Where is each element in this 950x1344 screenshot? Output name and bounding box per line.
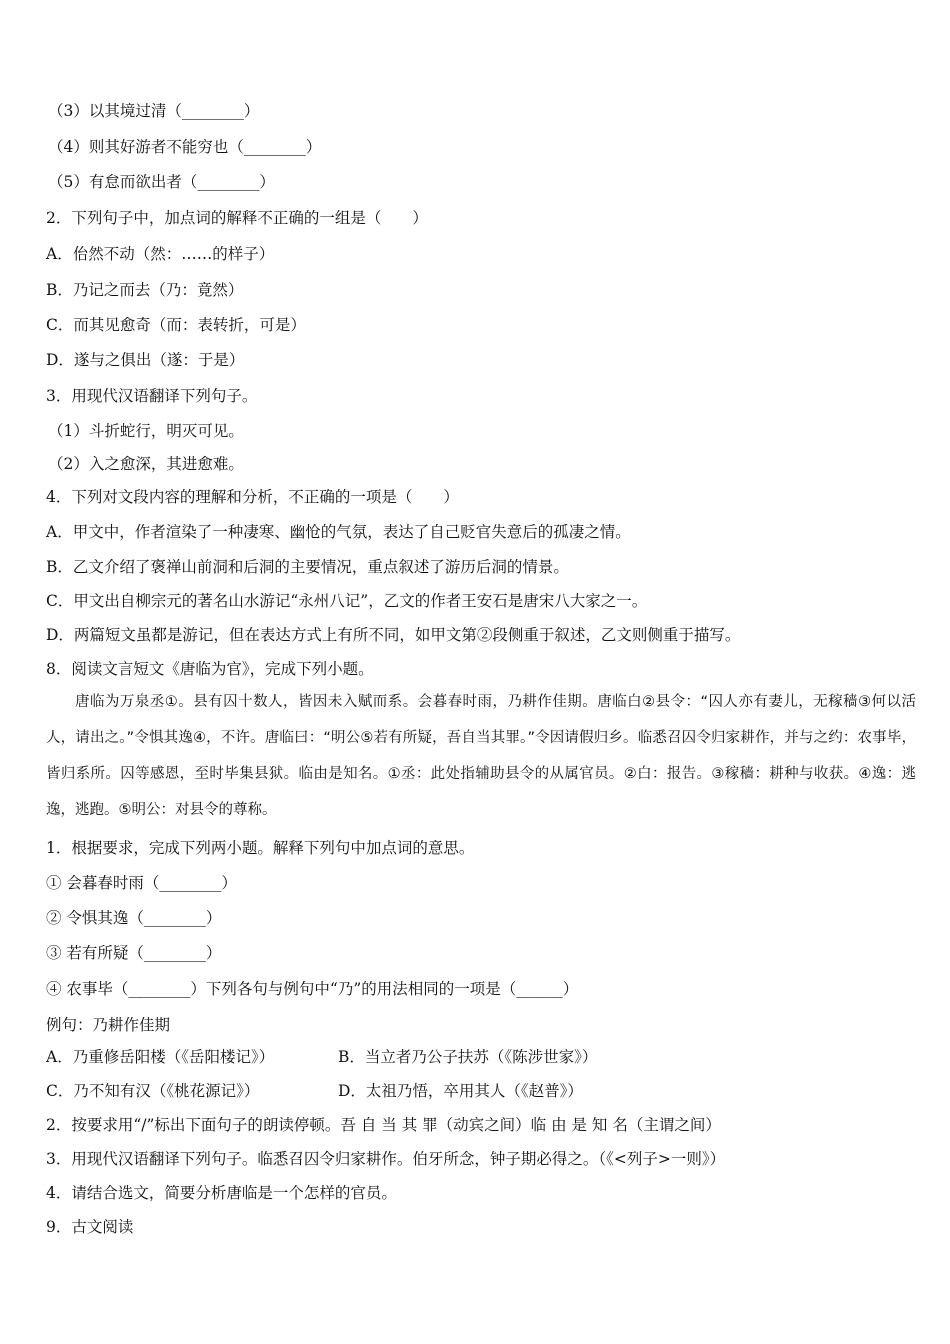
- blank-2: ② 令惧其逸（________）: [46, 909, 222, 927]
- q4-option-b: B．乙文介绍了褒禅山前洞和后洞的主要情况，重点叙述了游历后洞的情景。: [46, 558, 569, 576]
- classical-passage: 唐临为万泉丞①。县有囚十数人，皆因未入赋而系。会暮春时雨，乃耕作佳期。唐临白②县令：“囚人亦有妻儿，无稼穑③何以活人，请出之。”令惧其逸④，不许。唐临曰：“明公⑤若有所疑，吾自当其罪。”令因请假归乡。临悉召囚令归家耕作，并与之约：农事毕，皆归系所。囚等感恩，至时毕集县狱。临由是知名。①丞：此处指辅助县令的从属官员。②白：报告。③稼穑：耕种与收获。④逸：逃逸，逃跑。⑤明公：对县令的尊称。: [46, 694, 916, 818]
- question-4: 4．下列对文段内容的理解和分析，不正确的一项是（ ）: [46, 488, 459, 506]
- option-a: A．佁然不动（然：……的样子）: [46, 245, 275, 263]
- option-b: B．乃记之而去（乃：竟然）: [46, 281, 244, 299]
- q4-option-c: C．甲文出自柳宗元的著名山水游记“永州八记”，乙文的作者王安石是唐宋八大家之一。: [46, 592, 648, 610]
- nai-option-row-1: [46, 1047, 598, 1067]
- nai-option-c: C．乃不知有汉（《桃花源记》）: [46, 1082, 260, 1100]
- q4-option-d: D．两篇短文虽都是游记，但在表达方式上有所不同，如甲文第②段侧重于叙述，乙文则侧重于描写。: [46, 626, 741, 644]
- option-c: C．而其见愈奇（而：表转折，可是）: [46, 316, 306, 334]
- option-d: D．遂与之俱出（遂：于是）: [46, 351, 245, 369]
- blank-3: ③ 若有所疑（________）: [46, 944, 222, 962]
- nai-option-a: A．乃重修岳阳楼（《岳阳楼记》）: [46, 1048, 275, 1066]
- sub-question-4: 4．请结合选文，简要分析唐临是一个怎样的官员。: [46, 1184, 397, 1202]
- q-sub-4: （4）则其好游者不能穷也（________）: [48, 138, 322, 156]
- nai-option-row-2: [46, 1081, 583, 1101]
- question-3: 3．用现代汉语翻译下列句子。: [46, 387, 258, 405]
- q-sub-5: （5）有怠而欲出者（________）: [48, 173, 275, 191]
- q-sub-3: （3）以其境过清（________）: [48, 102, 260, 120]
- question-8: 8．阅读文言短文《唐临为官》，完成下列小题。: [46, 660, 374, 678]
- blank-1: ① 会暮春时雨（________）: [46, 874, 237, 892]
- example-sentence: 例句：乃耕作佳期: [46, 1016, 171, 1034]
- nai-option-d: D．太祖乃悟，卒用其人（《赵普》）: [338, 1082, 583, 1100]
- question-9: 9．古文阅读: [46, 1218, 134, 1236]
- sub-question-2: 2．按要求用“/”标出下面句子的朗读停顿。吾 自 当 其 罪（动宾之间）临 由 是 知 名（主谓之间）: [46, 1116, 721, 1134]
- sub-question-3: 3．用现代汉语翻译下列句子。临悉召囚令归家耕作。伯牙所念，钟子期必得之。（《<列子>一则》）: [46, 1150, 726, 1168]
- sub-question-1: 1．根据要求，完成下列两小题。解释下列句中加点词的意思。: [46, 839, 475, 857]
- q4-option-a: A．甲文中，作者渲染了一种凄寒、幽怆的气氛，表达了自己贬官失意后的孤凄之情。: [46, 523, 631, 541]
- q3-sub-1: （1）斗折蛇行，明灭可见。: [48, 422, 244, 440]
- nai-option-b: B．当立者乃公子扶苏（《陈涉世家》）: [338, 1048, 598, 1066]
- q3-sub-2: （2）入之愈深，其进愈难。: [48, 455, 244, 473]
- blank-4: ④ 农事毕（________）下列各句与例句中“乃”的用法相同的一项是（______）: [46, 980, 579, 998]
- question-2: 2．下列句子中，加点词的解释不正确的一组是（ ）: [46, 209, 428, 227]
